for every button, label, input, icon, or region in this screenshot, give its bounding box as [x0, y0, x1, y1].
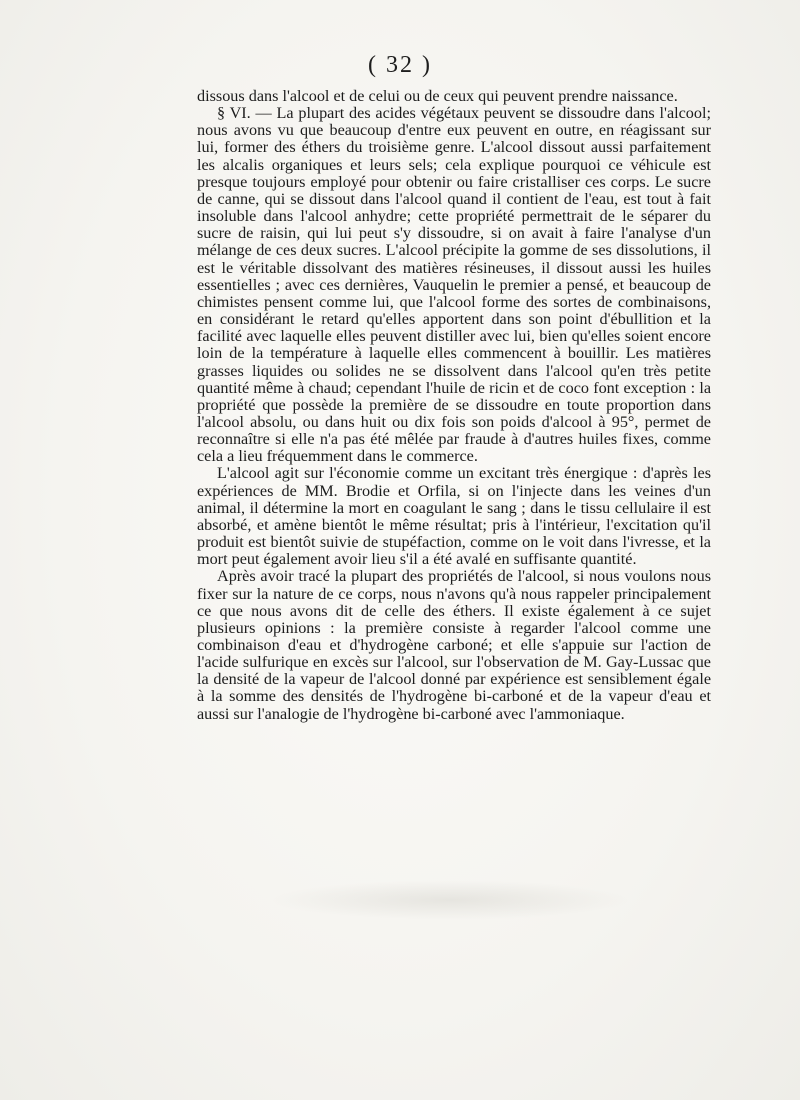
paragraph-2: § VI. — La plupart des acides végétaux peuvent se dissoudre dans l'alcool; nous avons vu que beaucoup d'entre eux peuvent en outre, en réagissant sur lui, former des éthers du troisième genre. L'alcool dissout aussi parfaitement les alcalis organiques et leurs sels; cela explique pourquoi ce véhicule est presque toujours employé pour obtenir ou faire cristalliser ces corps. Le sucre de canne, qui se dissout dans l'alcool quand il contient de l'eau, est tout à fait insoluble dans l'alcool anhydre; cette propriété permettrait de le séparer du sucre de raisin, qui lui peut s'y dissoudre, si on avait à faire l'analyse d'un mélange de ces deux sucres. L'alcool précipite la gomme de ses dissolutions, il est le véritable dissolvant des matières résineuses, il dissout aussi les huiles essentielles ; avec ces dernières, Vauquelin le premier a pensé, et beaucoup de chimistes pensent comme lui, que l'alcool forme des sortes de combinaisons, en considérant le retard qu'elles apportent dans son point d'ébullition et la facilité avec laquelle elles peuvent distiller avec lui, bien qu'elles soient encore loin de la température à laquelle elles commencent à bouillir. Les matières grasses liquides ou solides ne se dissolvent dans l'alcool qu'en très petite quantité même à chaud; cependant l'huile de ricin et de coco font exception : la propriété que possède la première de se dissoudre en toute proportion dans l'alcool absolu, ou dans huit ou dix fois son poids d'alcool à 95°, permet de reconnaître si elle n'a pas été mêlée par fraude à d'autres huiles fixes, comme cela a lieu fréquemment dans le commerce. [197, 104, 711, 466]
paragraph-4: Après avoir tracé la plupart des propriétés de l'alcool, si nous voulons nous fixer sur la nature de ce corps, nous n'avons qu'à nous rappeler principalement ce que nous avons dit de celle des éthers. Il existe également à ce sujet plusieurs opinions : la première consiste à regarder l'alcool comme une combinaison d'eau et d'hydrogène carboné; et elle s'appuie sur l'action de l'acide sulfurique en excès sur l'alcool, sur l'observation de M. Gay-Lussac que la densité de la vapeur de l'alcool donné par expérience est sensiblement égale à la somme des densités de l'hydrogène bi-carboné et de la vapeur d'eau et aussi sur l'analogie de l'hydrogène bi-carboné avec l'ammoniaque. [197, 567, 711, 723]
page-number: ( 32 ) [368, 52, 432, 78]
show-through-smudge [270, 880, 630, 920]
paragraph-1: dissous dans l'alcool et de celui ou de ceux qui peuvent prendre naissance. [197, 87, 678, 105]
body-text [197, 88, 711, 723]
paragraph-3: L'alcool agit sur l'économie comme un excitant très énergique : d'après les expériences de MM. Brodie et Orfila, si on l'injecte dans les veines d'un animal, il détermine la mort en coagulant le sang ; dans le tissu cellulaire il est absorbé, et amène bientôt le même résultat; pris à l'intérieur, l'excitation qu'il produit est bientôt suivie de stupéfaction, comme on le voit dans l'ivresse, et la mort peut également avoir lieu s'il a été avalé en suffisante quantité. [197, 464, 711, 569]
